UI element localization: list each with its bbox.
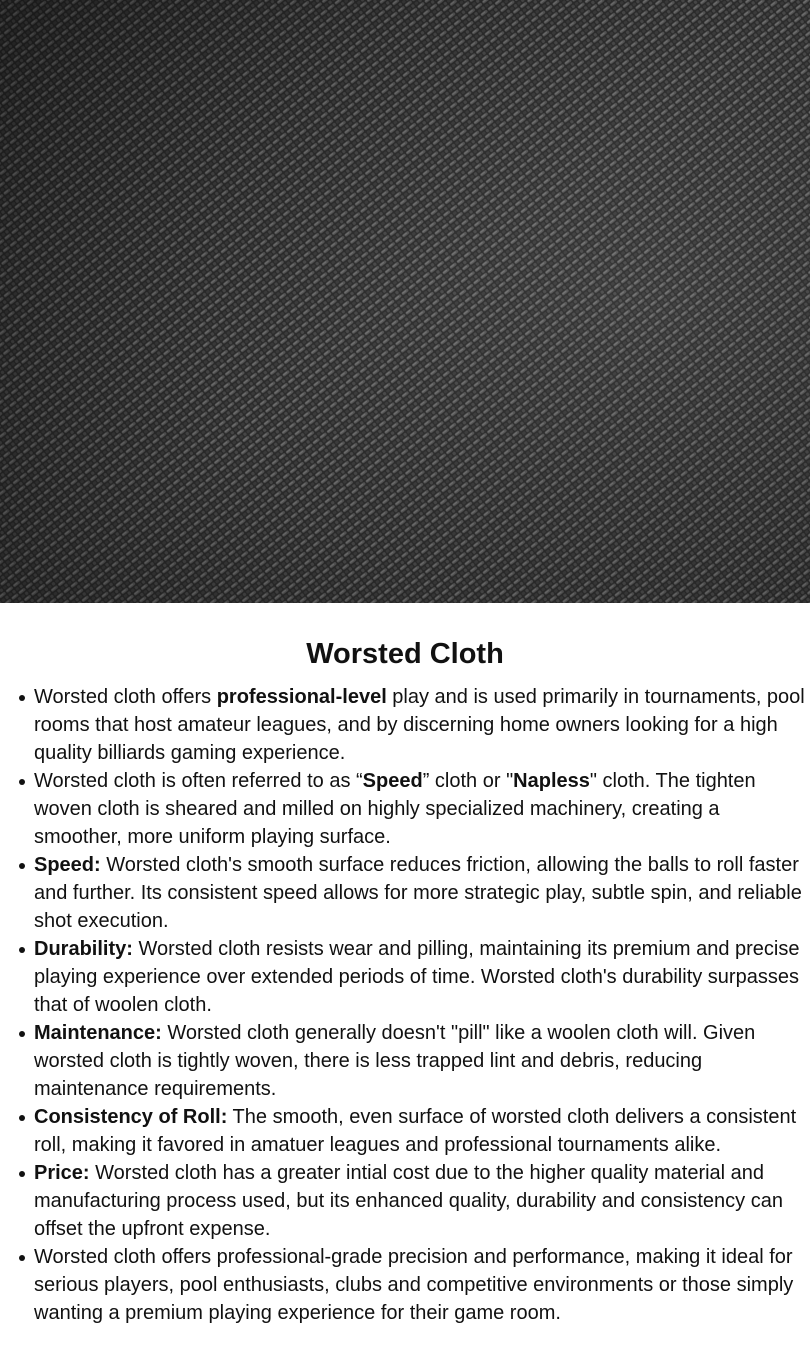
list-item <box>0 683 810 767</box>
page-title: Worsted Cloth <box>306 638 504 670</box>
bullet-text: Worsted cloth has a greater intial cost due to the higher quality material and manufacturing process used, but its enhanced quality, durability and consistency can offset the upfront expense. <box>34 1162 783 1240</box>
list-item <box>0 1243 810 1327</box>
list-item <box>0 1019 810 1103</box>
bullet-heading: Durability: <box>34 938 133 960</box>
bullet-emphasis: Napless <box>513 770 590 792</box>
list-item <box>0 851 810 935</box>
list-item <box>0 1103 810 1159</box>
woven-fabric-texture-icon <box>0 0 810 603</box>
description-section <box>0 603 810 1350</box>
bullet-text: Worsted cloth offers <box>34 686 217 708</box>
bullet-emphasis: Speed <box>362 770 423 792</box>
list-item <box>0 935 810 1019</box>
bullet-text: Worsted cloth generally doesn't "pill" like a woolen cloth will. Given worsted cloth is tightly woven, there is less trapped lint and debris, reducing maintenance requirements. <box>34 1022 756 1100</box>
bullet-text: " cloth. The tighten woven cloth is sheared and milled on highly specialized machinery, creating a smoother, more uniform playing surface. <box>34 770 756 848</box>
list-item <box>0 767 810 851</box>
feature-list <box>0 683 810 1327</box>
bullet-text: ” cloth or " <box>422 770 514 792</box>
bullet-heading: Maintenance: <box>34 1022 162 1044</box>
bullet-text: Worsted cloth's smooth surface reduces friction, allowing the balls to roll faster and further. Its consistent speed allows for more strategic play, subtle spin, and reliable shot execution. <box>34 854 802 932</box>
bullet-heading: Price: <box>34 1162 90 1184</box>
bullet-heading: Consistency of Roll: <box>34 1106 228 1128</box>
fabric-texture-image <box>0 0 810 603</box>
bullet-text: The smooth, even surface of worsted cloth delivers a consistent roll, making it favored in amatuer leagues and professional tournaments alike. <box>34 1106 797 1156</box>
bullet-text: play and is used primarily in tournaments, pool rooms that host amateur leagues, and by discerning home owners looking for a high quality billiards gaming experience. <box>34 686 805 764</box>
bullet-text: Worsted cloth resists wear and pilling, maintaining its premium and precise playing experience over extended periods of time. Worsted cloth's durability surpasses that of woolen cloth. <box>34 938 800 1016</box>
bullet-emphasis: professional-level <box>216 686 387 708</box>
bullet-heading: Speed: <box>34 854 101 876</box>
bullet-text: Worsted cloth offers professional-grade precision and performance, making it ideal for serious players, pool enthusiasts, clubs and competitive environments or those simply wanting a premium playing experience for their game room. <box>34 1246 794 1324</box>
list-item <box>0 1159 810 1243</box>
bullet-text: Worsted cloth is often referred to as “ <box>34 770 363 792</box>
